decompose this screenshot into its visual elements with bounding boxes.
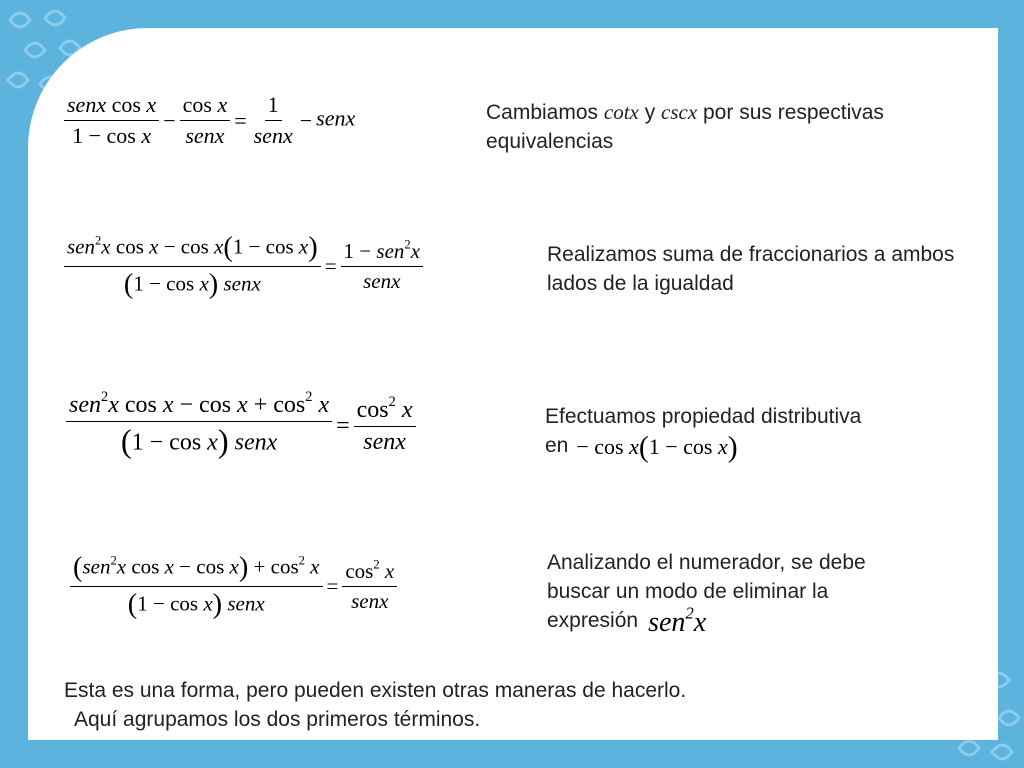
note-step-1-text-b: y [638,101,662,124]
note-step-4-line-3 [547,603,987,638]
note-step-1-text-c: por sus respectivas equivalencias [486,101,884,153]
note-step-4-prefix: expresión [547,609,639,632]
note-step-3 [545,402,985,462]
note-step-2: Realizamos suma de fraccionarios a ambos lados de la igualdad [547,243,955,295]
footer-notes [64,676,686,734]
equation-step-2: $\frac{sen^2x \cos x - \cos x(1 - \cos x)}{\text{(1 − cos x) senx}}$ = $\frac{1 - sen^2x}{\text{senx}}$ [64,232,423,301]
note-step-3-expression: − cos x(1 − cos x) [576,431,738,464]
note-step-1-csc: cscx [661,100,698,124]
footer-line-2: Aquí agrupamos los dos primeros términos. [74,708,481,731]
equation-step-3: $\frac{sen^2x \cos x - \cos x + \cos^2 x}{\text{(1 − cos x) senx}}$ = $\frac{\cos^2 x}{\text{senx}}$ [66,392,416,461]
equation-step-1: $\frac{\text{senx cos x}}{\text{1 − cos x}}$ − $\frac{\text{cos x}}{\text{senx}}$ = $\frac{1}{\text{senx}}$ − senx [64,92,355,149]
note-step-3-line-2 [545,431,985,462]
note-step-4-expression: sen$^2$x [648,603,707,638]
note-step-1-text-a: Cambiamos [486,101,604,124]
note-step-1-cot: cotx [603,100,639,124]
footer-line-1: Esta es una forma, pero pueden existen otras maneras de hacerlo. [64,679,687,702]
note-step-4 [547,548,987,637]
equation-step-4: $\frac{(sen^2x \cos x - \cos x) + \cos^2 x}{\text{(1 − cos x) senx}}$ = $\frac{\cos^2 x}{\text{senx}}$ [70,552,397,621]
note-step-3-prefix: en [545,434,569,457]
note-step-1 [486,98,986,156]
note-step-4-line-2: buscar un modo de eliminar la [547,580,829,603]
note-step-3-line-1: Efectuamos propiedad distributiva [545,405,862,428]
note-step-4-line-1: Analizando el numerador, se debe [547,551,866,574]
